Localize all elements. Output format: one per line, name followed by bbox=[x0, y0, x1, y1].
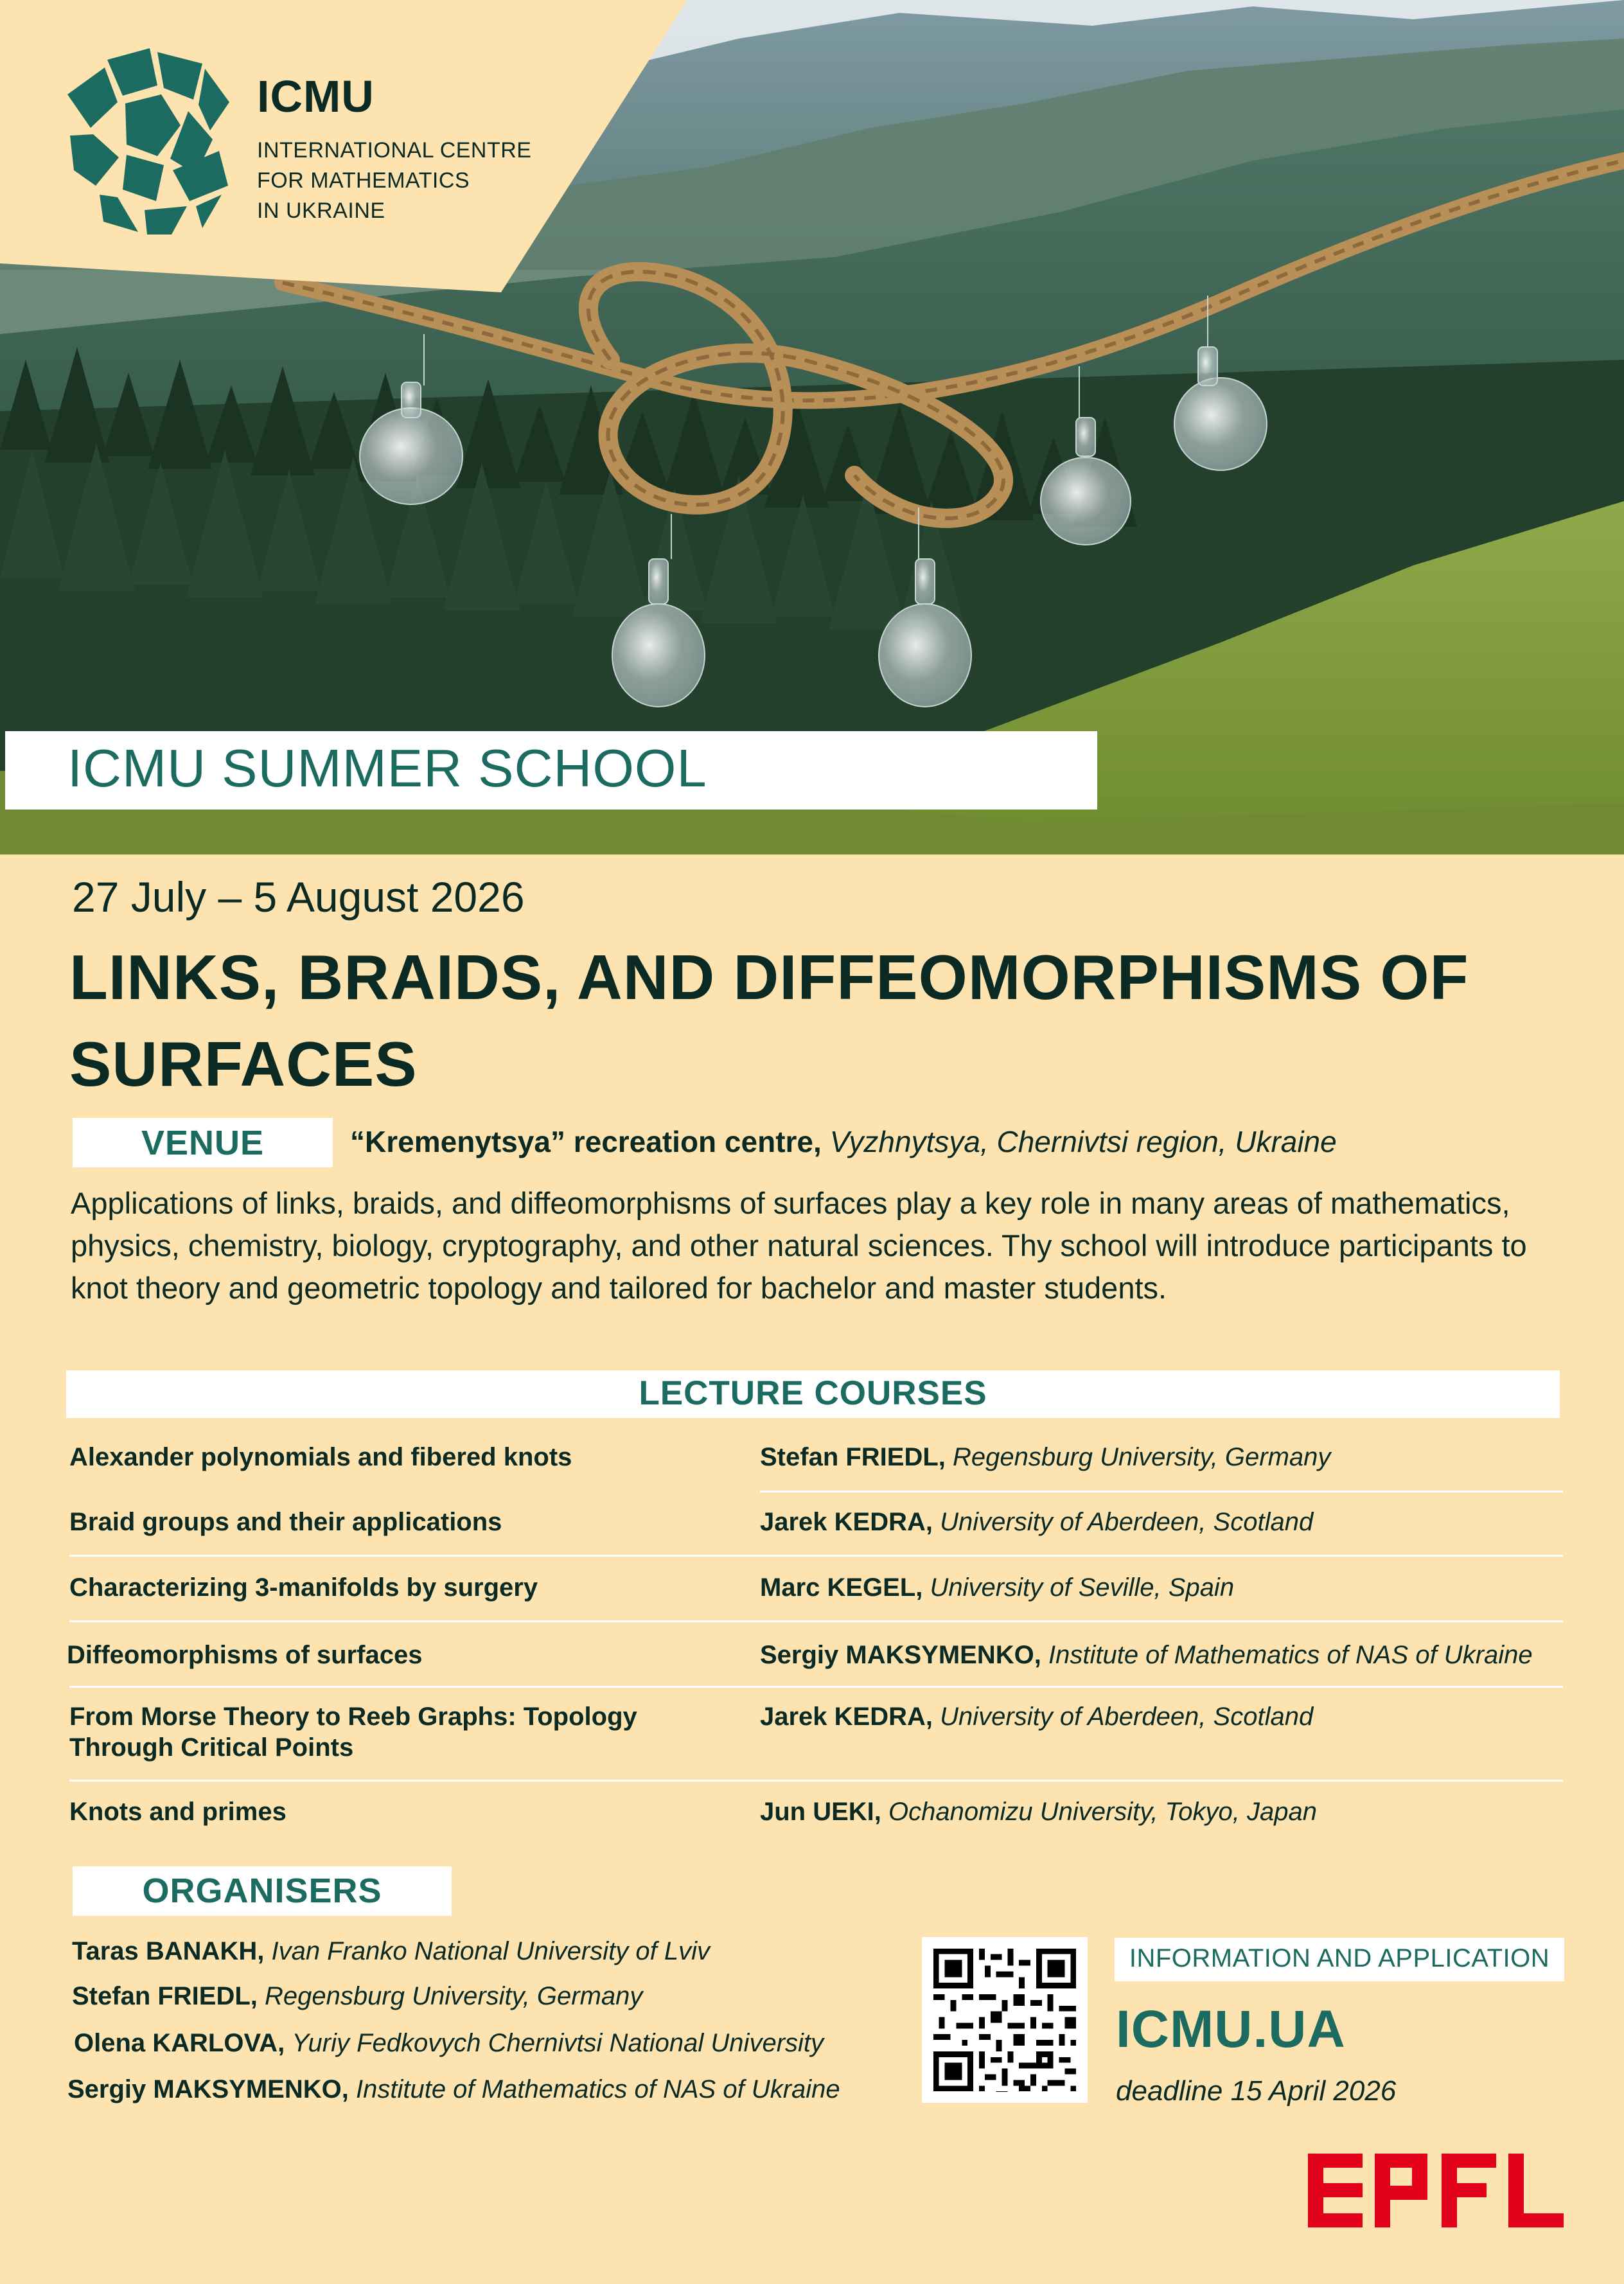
qr-code-icon[interactable] bbox=[922, 1937, 1088, 2103]
course-title: Characterizing 3-manifolds by surgery bbox=[69, 1573, 538, 1602]
lecturer-affiliation: Regensburg University, Germany bbox=[953, 1443, 1331, 1471]
course-lecturer bbox=[760, 1701, 1313, 1732]
lecturer-affiliation: University of Aberdeen, Scotland bbox=[940, 1703, 1314, 1731]
course-title: Diffeomorphisms of surfaces bbox=[67, 1641, 423, 1669]
divider bbox=[69, 1780, 1563, 1782]
course-lecturer bbox=[760, 1796, 1317, 1827]
divider bbox=[760, 1491, 1563, 1492]
course-title: Knots and primes bbox=[69, 1798, 287, 1826]
organiser-item bbox=[74, 2029, 824, 2058]
course-lecturer bbox=[760, 1442, 1330, 1473]
info-label: INFORMATION AND APPLICATION bbox=[1129, 1944, 1550, 1972]
organiser-affiliation: Institute of Mathematics of NAS of Ukraine bbox=[355, 2075, 840, 2103]
epfl-logo-icon bbox=[1308, 2154, 1564, 2227]
deadline-text: deadline 15 April 2026 bbox=[1116, 2075, 1397, 2107]
event-dates: 27 July – 5 August 2026 bbox=[72, 873, 525, 921]
venue-location: Vyzhnytsya, Chernivtsi region, Ukraine bbox=[829, 1125, 1337, 1158]
event-title-line: LINKS, BRAIDS, AND DIFFEOMORPHISMS OF bbox=[69, 942, 1469, 1013]
event-title-line: SURFACES bbox=[69, 1029, 418, 1099]
course-lecturer bbox=[760, 1640, 1533, 1670]
lecturer-name: Jun UEKI, bbox=[760, 1798, 881, 1826]
icmu-logo-icon bbox=[67, 48, 231, 235]
organiser-name: Olena KARLOVA, bbox=[74, 2029, 285, 2057]
venue-place: “Kremenytsya” recreation centre, bbox=[350, 1125, 822, 1158]
lecturer-name: Sergiy MAKSYMENKO, bbox=[760, 1641, 1041, 1669]
lectures-header: LECTURE COURSES bbox=[639, 1374, 987, 1412]
organiser-affiliation: Ivan Franko National University of Lviv bbox=[271, 1937, 710, 1965]
course-title: Braid groups and their applications bbox=[69, 1508, 502, 1536]
divider bbox=[69, 1686, 1563, 1688]
organiser-affiliation: Yuriy Fedkovych Chernivtsi National University bbox=[292, 2029, 824, 2057]
organisers-label: ORGANISERS bbox=[142, 1872, 382, 1910]
description: Applications of links, braids, and diffeomorphisms of surfaces play a key role in many areas of mathematics, physics, chemistry, biology, cryptography, and other natural sciences. Thy school will introduce participants to knot theory and geometric topology and tailored for bachelor and master students. bbox=[71, 1186, 1527, 1305]
divider bbox=[69, 1555, 1563, 1557]
lecturer-name: Jarek KEDRA, bbox=[760, 1703, 933, 1731]
organiser-name: Stefan FRIEDL, bbox=[72, 1982, 258, 2010]
lecturer-name: Jarek KEDRA, bbox=[760, 1508, 933, 1536]
organiser-item bbox=[72, 1982, 642, 2011]
venue-text bbox=[350, 1124, 1337, 1159]
lecturer-affiliation: University of Aberdeen, Scotland bbox=[940, 1508, 1314, 1536]
lecturer-affiliation: Ochanomizu University, Tokyo, Japan bbox=[888, 1798, 1318, 1826]
lecturer-affiliation: Institute of Mathematics of NAS of Ukraine bbox=[1048, 1641, 1533, 1669]
logo-subtitle-line: INTERNATIONAL CENTRE bbox=[257, 138, 532, 163]
organiser-item bbox=[67, 2075, 840, 2104]
organiser-affiliation: Regensburg University, Germany bbox=[265, 1982, 643, 2010]
lecturer-affiliation: University of Seville, Spain bbox=[930, 1573, 1235, 1602]
banner-title: ICMU SUMMER SCHOOL bbox=[67, 738, 707, 798]
lecturer-name: Stefan FRIEDL, bbox=[760, 1443, 946, 1471]
course-title: From Morse Theory to Reeb Graphs: Topology Through Critical Points bbox=[69, 1703, 637, 1762]
organiser-name: Sergiy MAKSYMENKO, bbox=[67, 2075, 349, 2103]
venue-label: VENUE bbox=[141, 1124, 265, 1162]
organiser-item bbox=[72, 1937, 710, 1966]
logo-title: ICMU bbox=[257, 71, 375, 121]
divider bbox=[69, 1620, 1563, 1622]
website-link[interactable]: ICMU.UA bbox=[1116, 2000, 1346, 2058]
course-lecturer bbox=[760, 1507, 1313, 1537]
course-title: Alexander polynomials and fibered knots bbox=[69, 1443, 572, 1471]
course-lecturer bbox=[760, 1572, 1234, 1603]
logo-subtitle-line: IN UKRAINE bbox=[257, 199, 385, 223]
logo-subtitle-line: FOR MATHEMATICS bbox=[257, 168, 470, 193]
lecturer-name: Marc KEGEL, bbox=[760, 1573, 923, 1602]
organiser-name: Taras BANAKH, bbox=[72, 1937, 265, 1965]
